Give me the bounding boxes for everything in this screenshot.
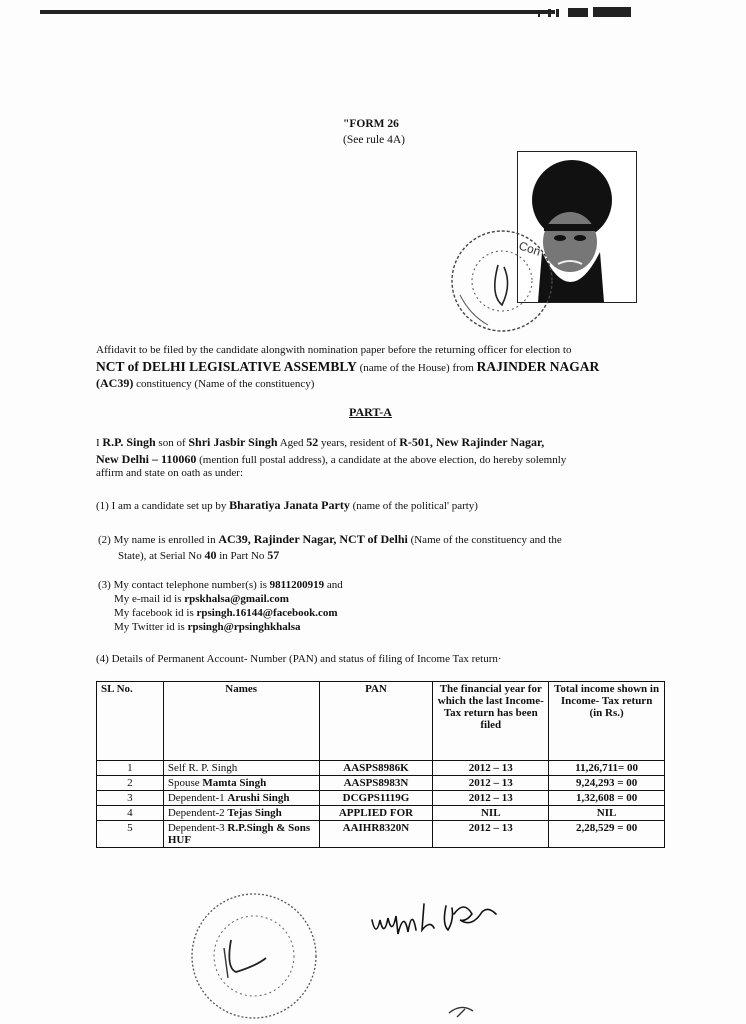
item-text: My Twitter id is [114, 621, 185, 633]
father-name: Shri Jasbir Singh [188, 435, 278, 449]
item-text: My e-mail id is [114, 593, 182, 605]
person-name: R.P.Singh & Sons HUF [167, 822, 311, 846]
official-seal-stamp [440, 225, 560, 340]
pan-details-table [96, 681, 665, 848]
item-1-party [96, 498, 478, 513]
cell-pan: AASPS8986K [319, 761, 433, 776]
person-name: Mamta Singh [202, 777, 267, 789]
cell-pan: AAIHR8320N [319, 821, 433, 848]
facebook-id: rpsingh.16144@facebook.com [196, 607, 338, 619]
item-text: (name of the political' party) [352, 500, 478, 512]
serial-number: 40 [204, 548, 217, 562]
cell-name [163, 821, 319, 848]
electoral-roll: AC39, Rajinder Nagar, NCT of Delhi [218, 532, 408, 546]
relation: Dependent-3 [167, 822, 225, 834]
item-3-twitter [114, 621, 301, 633]
cell-income: 11,26,711= 00 [549, 761, 665, 776]
declaration-line-2 [96, 452, 566, 467]
item-3-facebook [114, 607, 338, 619]
cell-income: NIL [549, 806, 665, 821]
table-row [97, 806, 665, 821]
cell-income: 2,28,529 = 00 [549, 821, 665, 848]
candidate-age: 52 [306, 435, 319, 449]
cell-income: 9,24,293 = 00 [549, 776, 665, 791]
stamp-text: Con [517, 238, 543, 259]
table-row [97, 791, 665, 806]
declaration-text: years, resident of [321, 437, 397, 449]
cell-pan: AASPS8983N [319, 776, 433, 791]
cell-sl: 4 [97, 806, 164, 821]
twitter-id: rpsingh@rpsinghkhalsa [187, 621, 301, 633]
house-note: (name of the House) from [359, 362, 474, 374]
cell-year: NIL [433, 806, 549, 821]
scan-bottom-mark [447, 1003, 477, 1021]
house-name: NCT of DELHI LEGISLATIVE ASSEMBLY [96, 359, 357, 374]
cell-year: 2012 – 13 [433, 761, 549, 776]
col-header-total-income: Total income shown in Income- Tax return (in Rs.) [549, 682, 665, 761]
relation: Dependent-1 [167, 792, 225, 804]
item-text: State), at Serial No [118, 550, 202, 562]
intro-line-1: Affidavit to be filed by the candidate alongwith nomination paper before the returning officer for election to [96, 344, 572, 356]
cell-sl: 1 [97, 761, 164, 776]
part-a-heading: PART-A [349, 405, 392, 419]
item-4-pan-intro: (4) Details of Permanent Account- Number (PAN) and status of filing of Income Tax return· [96, 653, 502, 665]
item-text: (1) I am a candidate set up by [96, 500, 227, 512]
relation: Self [167, 762, 186, 774]
form-title: "FORM 26 [343, 118, 399, 130]
declaration-line-1 [96, 435, 544, 450]
table-row [97, 821, 665, 848]
item-2-serial [118, 548, 279, 563]
intro-line-3 [96, 376, 314, 391]
cell-year: 2012 – 13 [433, 821, 549, 848]
scan-top-edge [40, 10, 555, 14]
col-header-financial-year: The financial year for which the last Income- Tax return has been filed [433, 682, 549, 761]
cell-name [163, 761, 319, 776]
item-text: (2) My name is enrolled in [98, 534, 216, 546]
cell-sl: 3 [97, 791, 164, 806]
cell-name [163, 806, 319, 821]
scan-top-marks [538, 6, 633, 18]
cell-sl: 5 [97, 821, 164, 848]
table-row [97, 761, 665, 776]
constituency-code: (AC39) [96, 376, 134, 390]
item-text: (3) My contact telephone number(s) is [98, 579, 267, 591]
cell-name [163, 791, 319, 806]
relation: Dependent-2 [167, 807, 225, 819]
declaration-line-3: affirm and state on oath as under: [96, 467, 244, 479]
item-3-phone [98, 579, 343, 591]
item-2-enrolment [98, 532, 562, 547]
item-3-email [114, 593, 289, 605]
phone-number: 9811200919 [269, 579, 325, 591]
relation: Spouse [167, 777, 200, 789]
declaration-text: I [96, 437, 100, 449]
cell-pan: APPLIED FOR [319, 806, 433, 821]
person-name: R. P. Singh [188, 762, 238, 774]
form-rule-reference: (See rule 4A) [343, 134, 405, 146]
candidate-signature [368, 890, 503, 945]
cell-pan: DCGPS1119G [319, 791, 433, 806]
address-line-2: New Delhi – 110060 [96, 452, 197, 466]
intro-line-2 [96, 359, 599, 375]
address-line-1: R-501, New Rajinder Nagar, [399, 435, 545, 449]
declaration-text: son of [158, 437, 186, 449]
item-text: My facebook id is [114, 607, 194, 619]
declaration-text: (mention full postal address), a candidate at the above election, do hereby solemnly [199, 454, 567, 466]
candidate-name: R.P. Singh [102, 435, 156, 449]
cell-year: 2012 – 13 [433, 791, 549, 806]
col-header-pan: PAN [319, 682, 433, 761]
item-text: in Part No [219, 550, 265, 562]
constituency-name: RAJINDER NAGAR [476, 359, 600, 374]
notary-seal-stamp [186, 888, 321, 1023]
cell-sl: 2 [97, 776, 164, 791]
email-address: rpskhalsa@gmail.com [184, 593, 289, 605]
cell-name [163, 776, 319, 791]
constituency-note: constituency (Name of the constituency) [136, 378, 315, 390]
person-name: Arushi Singh [227, 792, 290, 804]
col-header-sl: SL No. [97, 682, 164, 761]
person-name: Tejas Singh [227, 807, 282, 819]
cell-year: 2012 – 13 [433, 776, 549, 791]
part-number: 57 [267, 548, 280, 562]
item-text: (Name of the constituency and the [410, 534, 562, 546]
col-header-names: Names [163, 682, 319, 761]
table-row [97, 776, 665, 791]
declaration-text: Aged [279, 437, 304, 449]
cell-income: 1,32,608 = 00 [549, 791, 665, 806]
item-text: and [326, 579, 343, 591]
table-header-row [97, 682, 665, 761]
party-name: Bharatiya Janata Party [229, 498, 350, 512]
